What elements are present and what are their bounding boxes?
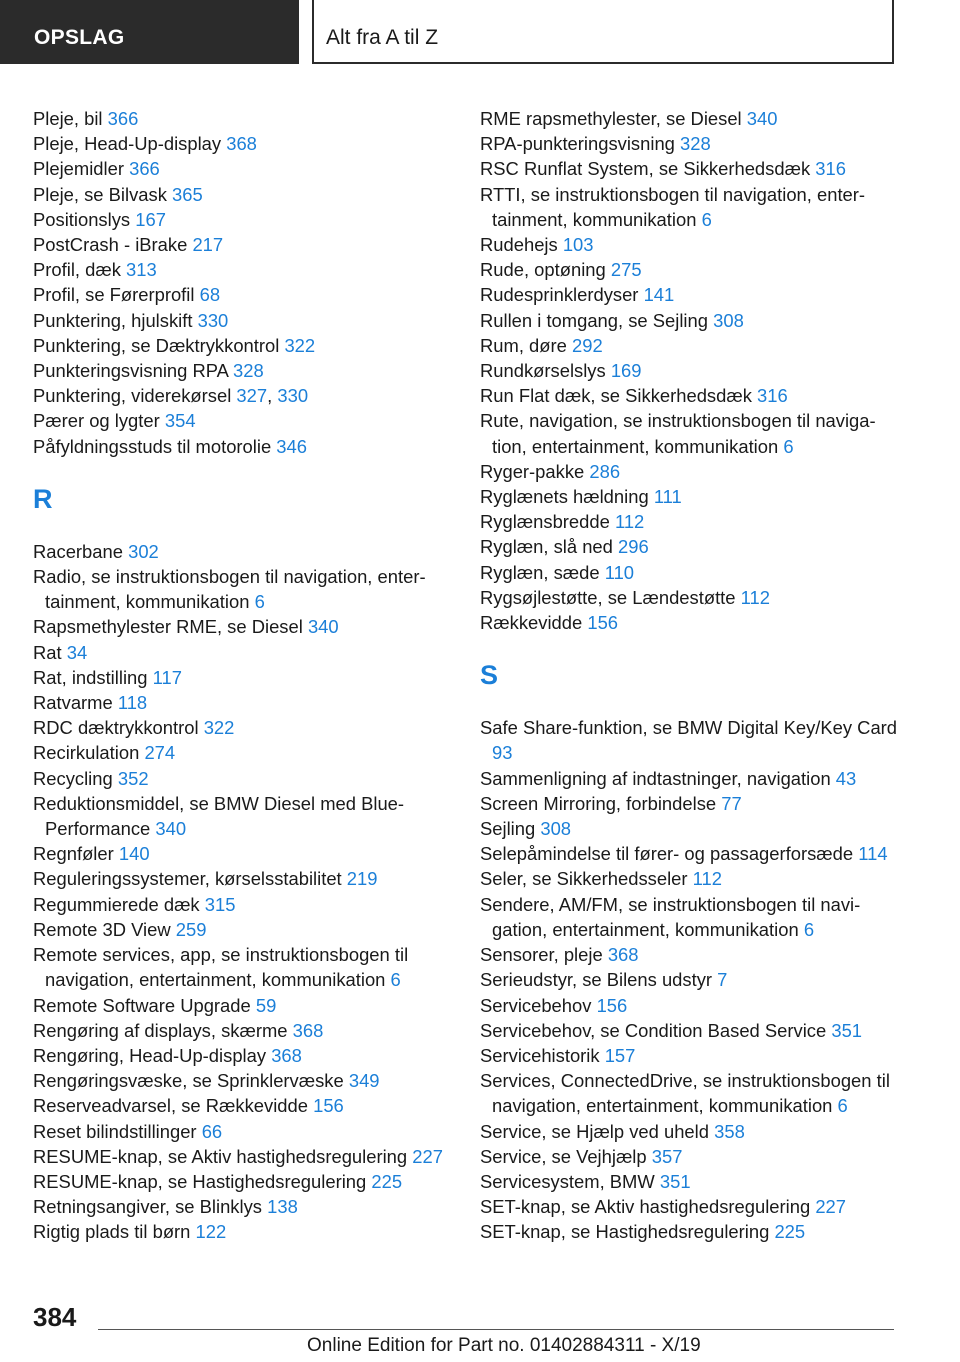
page-reference-link[interactable]: 114: [858, 843, 888, 865]
page-reference-link[interactable]: 6: [803, 918, 815, 940]
page-reference-link[interactable]: 322: [284, 334, 316, 356]
index-term: Rute, navigation, se instruktionsbogen til navigation, entertainment, kommunikation: [480, 410, 876, 457]
index-entry: [33, 665, 453, 690]
index-term: Servicehistorik: [480, 1044, 600, 1066]
index-term: Punktering, viderekørsel: [33, 385, 232, 407]
index-term: Rapsmethylester RME, se Diesel: [33, 616, 303, 638]
index-entry: [33, 715, 453, 740]
index-entry: [33, 131, 453, 156]
index-entry: [33, 539, 453, 564]
index-term: RSC Runflat System, se Sikkerhedsdæk: [480, 158, 811, 180]
index-entry: [33, 1068, 453, 1093]
index-term: Services, ConnectedDrive, se instruktionsbogen til navigation, entertainment, kommunikation: [480, 1070, 890, 1117]
index-entry: [33, 917, 453, 942]
index-term: Ryger-pakke: [480, 460, 585, 482]
index-term: Remote services, app, se instruktionsbogen til navigation, entertainment, kommunikation: [33, 944, 409, 991]
index-entry: [33, 1093, 453, 1118]
page-reference-link[interactable]: 296: [618, 536, 649, 558]
index-entry: [33, 1219, 453, 1244]
page-reference-link[interactable]: 366: [107, 108, 139, 129]
page-reference-link[interactable]: 156: [587, 612, 619, 634]
index-entry: [480, 257, 900, 282]
index-term: Ryglæn, sæde: [480, 561, 600, 583]
index-entry: [480, 509, 900, 534]
index-term: Profil, dæk: [33, 259, 121, 281]
index-entry: [480, 333, 900, 358]
page-reference-link[interactable]: 351: [831, 1019, 863, 1041]
index-term: Seler, se Sikkerhedsseler: [480, 868, 688, 890]
page-reference-link[interactable]: 112: [692, 868, 722, 890]
index-term: Radio, se instruktionsbogen til navigation, entertainment, kommunikation: [33, 566, 426, 613]
page-reference-link[interactable]: 6: [254, 591, 265, 613]
index-entry: [480, 1043, 900, 1068]
index-term: Reguleringssystemer, kørselsstabilitet: [33, 868, 342, 890]
index-term: Rat, indstilling: [33, 666, 148, 688]
index-term: Sensorer, pleje: [480, 944, 603, 966]
index-term: Punktering, se Dæktrykkontrol: [33, 334, 280, 356]
page-reference-link[interactable]: 358: [714, 1120, 745, 1142]
page-reference-link[interactable]: 156: [313, 1095, 344, 1117]
page-reference-link[interactable]: 77: [721, 792, 742, 814]
index-entry: [33, 841, 453, 866]
page-reference-link[interactable]: 313: [126, 259, 157, 281]
index-term: Punkteringsvisning RPA: [33, 360, 228, 382]
page-reference-link[interactable]: 368: [271, 1044, 302, 1066]
index-entry: [33, 614, 453, 639]
index-entry: Punktering, viderekørsel 327, 330: [33, 385, 309, 407]
index-entry: [33, 257, 453, 282]
index-entry: [480, 459, 900, 484]
index-term: Remote 3D View: [33, 918, 171, 940]
index-term: Retningsangiver, se Blinklys: [33, 1196, 262, 1218]
index-entry: [480, 358, 900, 383]
index-entry: [480, 534, 900, 559]
page-reference-link[interactable]: 6: [390, 969, 401, 991]
page-number: 384: [33, 1302, 77, 1332]
page-reference-link[interactable]: 286: [589, 460, 621, 482]
page-reference-link[interactable]: 354: [164, 410, 196, 432]
index-term: Ratvarme: [33, 692, 113, 714]
index-term: Pleje, se Bilvask: [33, 183, 167, 205]
chapter-title: Alt fra A til Z: [326, 26, 439, 49]
index-term: Rat: [33, 641, 62, 663]
index-entry: [33, 333, 453, 358]
index-term: Rullen i tomgang, se Sejling: [480, 309, 708, 331]
page-reference-link[interactable]: 275: [610, 259, 642, 281]
page-reference-link[interactable]: 368: [226, 133, 257, 155]
page-reference-link[interactable]: 157: [604, 1044, 636, 1066]
index-entry: [480, 156, 900, 181]
index-term: Ryglænets hældning: [480, 486, 649, 508]
index-term: RTTI, se instruktionsbogen til navigation, entertainment, kommunikation: [480, 183, 866, 230]
index-entry: [33, 740, 453, 765]
page-reference-link[interactable]: 167: [135, 208, 166, 230]
index-term: Service, se Vejhjælp: [480, 1145, 647, 1167]
page-reference-link[interactable]: 43: [835, 767, 857, 789]
index-entry: [480, 1169, 900, 1194]
index-term: Pleje, Head-Up-display: [33, 133, 222, 155]
index-term: Remote Software Upgrade: [33, 994, 251, 1016]
footer-divider: [98, 1329, 894, 1330]
index-entry: [480, 484, 900, 509]
index-term: Service, se Hjælp ved uheld: [480, 1120, 709, 1142]
index-term: Rengøring af displays, skærme: [33, 1019, 288, 1041]
index-entry: [480, 232, 900, 257]
page-reference-link[interactable]: 365: [172, 183, 203, 205]
index-term: Regnføler: [33, 843, 114, 865]
page-reference-link[interactable]: 259: [175, 918, 207, 940]
page-reference-link[interactable]: 308: [540, 818, 572, 840]
index-entry: [480, 791, 900, 816]
index-entry: [33, 207, 453, 232]
index-term: Selepåmindelse til fører- og passagerforsæde: [480, 843, 854, 865]
index-term: Rundkørselslys: [480, 360, 606, 382]
index-column-left: [33, 106, 453, 1245]
page-reference-link[interactable]: 59: [255, 994, 277, 1016]
page-reference-link[interactable]: 346: [276, 435, 307, 457]
index-entry: [480, 308, 900, 333]
page-reference-link[interactable]: 328: [680, 133, 711, 155]
page-reference-link[interactable]: 138: [267, 1196, 298, 1218]
section-label: OPSLAG: [34, 26, 125, 49]
page-reference-link[interactable]: 349: [348, 1070, 380, 1092]
index-entry: [480, 967, 900, 992]
index-entry: [33, 993, 453, 1018]
page-reference-link[interactable]: 169: [610, 360, 642, 382]
index-term: Reserveadvarsel, se Rækkevidde: [33, 1095, 308, 1117]
index-term: Servicebehov: [480, 994, 592, 1016]
index-entry: [33, 434, 453, 459]
index-term: Rudehejs: [480, 234, 558, 256]
index-entry: [33, 182, 453, 207]
index-entry: [480, 841, 900, 866]
edition-info: Online Edition for Part no. 01402884311 - X/19: [307, 1335, 701, 1356]
index-entry: [480, 715, 900, 765]
page-reference-link[interactable]: 368: [292, 1019, 324, 1041]
page-reference-link[interactable]: 34: [66, 641, 88, 663]
index-term: SET-knap, se Hastighedsregulering: [480, 1221, 770, 1243]
page-reference-link[interactable]: 316: [757, 385, 788, 407]
page-reference-link[interactable]: 219: [346, 868, 378, 890]
page-reference-link[interactable]: 330: [197, 309, 229, 331]
page-reference-link[interactable]: 322: [203, 717, 235, 739]
page-reference-link[interactable]: 351: [659, 1170, 691, 1192]
page-header: [0, 0, 960, 66]
index-term: Pærer og lygter: [33, 410, 160, 432]
page-reference-link[interactable]: 327: [236, 385, 268, 407]
index-entry: [480, 942, 900, 967]
index-term: Ryglænsbredde: [480, 511, 610, 533]
index-term: Rækkevidde: [480, 612, 583, 634]
index-term: Pleje, bil: [33, 108, 103, 129]
index-term: RDC dæktrykkontrol: [33, 717, 199, 739]
page-reference-link[interactable]: 302: [128, 540, 159, 562]
index-entry: [33, 156, 453, 181]
index-term: Reduktionsmiddel, se BMW Diesel med BluePerformance: [33, 792, 405, 840]
index-term: Servicebehov, se Condition Based Service: [480, 1019, 827, 1041]
index-term: Rude, optøning: [480, 259, 606, 281]
index-entry: [480, 408, 900, 458]
index-term: Profil, se Førerprofil: [33, 284, 195, 306]
index-term: RESUME-knap, se Aktiv hastighedsregulering: [33, 1145, 408, 1167]
index-entry: [33, 232, 453, 257]
page-reference-link[interactable]: 225: [371, 1170, 403, 1192]
index-entry: [480, 1018, 900, 1043]
index-entry: [480, 993, 900, 1018]
index-entry: [480, 282, 900, 307]
index-entry: [480, 866, 900, 891]
index-term: Ryglæn, slå ned: [480, 536, 613, 558]
page-reference-link[interactable]: 141: [643, 284, 675, 306]
page-reference-link[interactable]: 93: [492, 742, 513, 764]
page-reference-link[interactable]: 6: [837, 1095, 848, 1117]
page-reference-link[interactable]: 111: [653, 486, 682, 508]
page-reference-link[interactable]: 340: [746, 108, 778, 129]
index-term: Reset bilindstillinger: [33, 1120, 197, 1142]
index-term: SET-knap, se Aktiv hastighedsregulering: [480, 1196, 811, 1218]
index-term: Sejling: [480, 818, 536, 840]
index-term: Screen Mirroring, forbindelse: [480, 792, 717, 814]
index-term: Recycling: [33, 767, 113, 789]
index-entry: [480, 1219, 900, 1244]
page-reference-link[interactable]: 122: [195, 1221, 227, 1243]
page-reference-link[interactable]: 217: [192, 234, 224, 256]
index-entry: [33, 1144, 453, 1169]
index-term: Rengøringsvæske, se Sprinklervæske: [33, 1070, 344, 1092]
index-entry: [480, 560, 900, 585]
page-reference-link[interactable]: 274: [144, 742, 176, 764]
page-reference-link[interactable]: 112: [740, 586, 770, 608]
index-entry: [480, 610, 900, 635]
page-reference-link[interactable]: 328: [233, 360, 264, 382]
index-term: RPA-punkteringsvisning: [480, 133, 675, 155]
index-entry: [33, 791, 453, 841]
page-reference-link[interactable]: 156: [596, 994, 628, 1016]
index-entry: [33, 942, 453, 992]
index-entry: [480, 182, 900, 232]
index-entry: [33, 1119, 453, 1144]
index-entry: [33, 866, 453, 891]
page-reference-link[interactable]: 227: [412, 1145, 443, 1167]
page-reference-link[interactable]: 117: [152, 666, 182, 688]
index-entry: [480, 1144, 900, 1169]
index-entry: [480, 106, 900, 131]
index-entry: [33, 1018, 453, 1043]
section-tab: [0, 0, 299, 64]
page-reference-link[interactable]: 227: [815, 1196, 847, 1218]
index-term: Servicesystem, BMW: [480, 1170, 655, 1192]
index-entry: [480, 816, 900, 841]
page-reference-link[interactable]: 112: [614, 511, 645, 533]
page-reference-link[interactable]: 368: [607, 944, 639, 966]
page-reference-link[interactable]: 308: [713, 309, 744, 331]
index-term: Punktering, hjulskift: [33, 309, 193, 331]
page-reference-link[interactable]: 110: [604, 561, 635, 583]
index-entry: [33, 282, 453, 307]
index-entry: [33, 358, 453, 383]
index-term: Plejemidler: [33, 158, 124, 180]
index-term: Påfyldningsstuds til motorolie: [33, 435, 272, 457]
index-term: Rigtig plads til børn: [33, 1221, 191, 1243]
index-term: RESUME-knap, se Hastighedsregulering: [33, 1170, 367, 1192]
index-entry: [33, 408, 453, 433]
chapter-tab: [312, 0, 894, 64]
index-entry: [33, 1194, 453, 1219]
index-entry: [33, 766, 453, 791]
index-entry: [33, 1169, 453, 1194]
index-entry: [480, 766, 900, 791]
index-entry: [33, 1043, 453, 1068]
index-letter-heading: S: [480, 660, 499, 691]
index-term: Regummierede dæk: [33, 893, 200, 915]
index-entry: [33, 564, 453, 614]
index-entry: [33, 892, 453, 917]
index-term: Rengøring, Head-Up-display: [33, 1044, 267, 1066]
index-term: Sammenligning af indtastninger, navigation: [480, 767, 831, 789]
page-reference-link[interactable]: 315: [204, 893, 236, 915]
index-entry: [33, 308, 453, 333]
page-reference-link[interactable]: 7: [717, 969, 728, 991]
index-term: Serieudstyr, se Bilens udstyr: [480, 969, 713, 991]
page-reference-link[interactable]: 225: [774, 1221, 806, 1243]
page-reference-link[interactable]: 68: [199, 284, 221, 306]
page-reference-link[interactable]: 66: [201, 1120, 223, 1142]
page-reference-link[interactable]: 352: [117, 767, 149, 789]
page-reference-link[interactable]: 6: [783, 435, 794, 457]
index-column-right: [480, 106, 900, 1245]
index-entry: [33, 640, 453, 665]
page-reference-link[interactable]: 140: [118, 843, 150, 865]
index-term: RME rapsmethylester, se Diesel: [480, 108, 742, 129]
index-term: PostCrash - iBrake: [33, 234, 188, 256]
page-reference-link[interactable]: 118: [117, 692, 148, 714]
index-entry: [480, 585, 900, 610]
index-term: Racerbane: [33, 540, 123, 562]
index-letter-heading: R: [33, 483, 53, 514]
index-term: Run Flat dæk, se Sikkerhedsdæk: [480, 385, 752, 407]
index-entry: [480, 892, 900, 942]
page-reference-link[interactable]: 330: [277, 385, 309, 407]
page-reference-link[interactable]: 366: [129, 158, 160, 180]
index-term: Sendere, AM/FM, se instruktionsbogen til navigation, entertainment, kommunikation: [480, 893, 861, 940]
page-reference-link[interactable]: 316: [815, 158, 846, 180]
index-term: Safe Share-funktion, se BMW Digital Key/Key Card: [480, 717, 898, 739]
index-entry: [480, 1119, 900, 1144]
index-term: Recirkulation: [33, 742, 140, 764]
index-entry: [480, 1194, 900, 1219]
index-term: Rudesprinklerdyser: [480, 284, 639, 306]
page-reference-link[interactable]: 103: [562, 234, 594, 256]
page-reference-link[interactable]: 357: [651, 1145, 683, 1167]
index-entry: [480, 1068, 900, 1118]
index-entry: [33, 106, 453, 131]
index-entry: [480, 131, 900, 156]
index-term: Rygsøjlestøtte, se Lændestøtte: [480, 586, 736, 608]
page-reference-link[interactable]: 340: [155, 818, 187, 840]
index-term: Positionslys: [33, 208, 131, 230]
page-reference-link[interactable]: 340: [307, 616, 339, 638]
index-entry: [480, 383, 900, 408]
index-term: Rum, døre: [480, 334, 567, 356]
index-entry: [33, 690, 453, 715]
page-reference-link[interactable]: 292: [572, 334, 603, 356]
page-reference-link[interactable]: 6: [701, 208, 712, 230]
